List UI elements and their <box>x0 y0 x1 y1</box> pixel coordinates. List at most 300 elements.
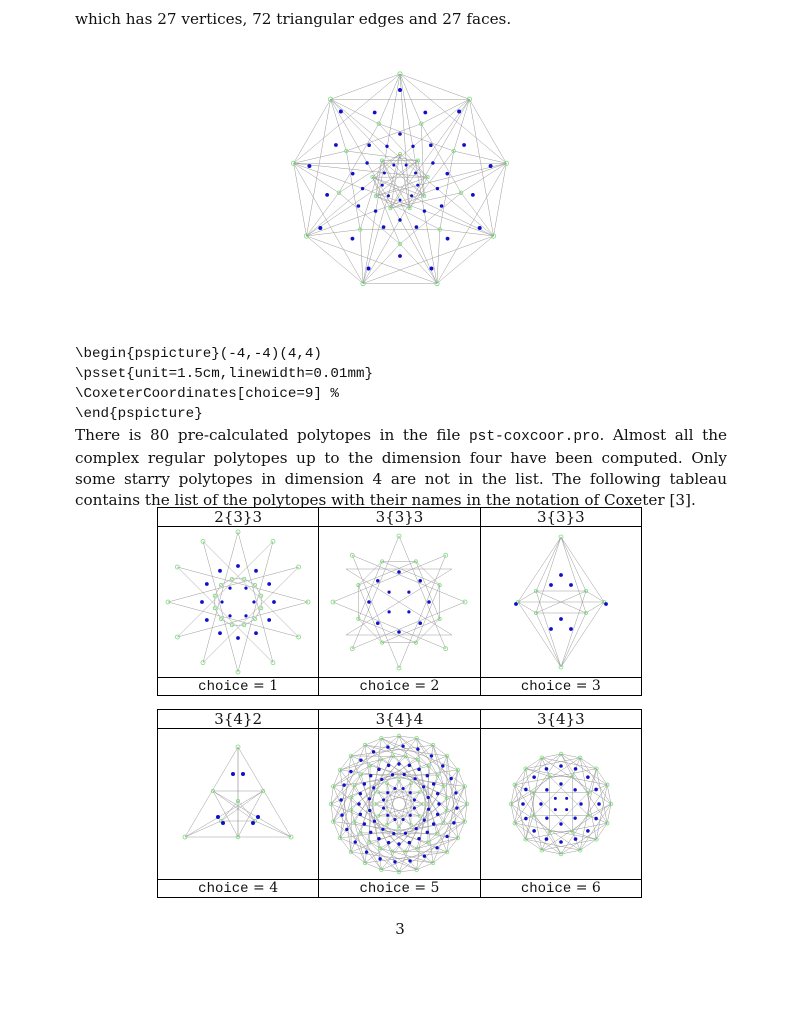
choice-word: choice <box>198 679 249 695</box>
edge <box>363 99 469 283</box>
edge <box>213 791 238 837</box>
edge <box>440 229 494 236</box>
face-dot <box>436 813 439 816</box>
edge <box>306 236 363 283</box>
face-dot <box>408 591 411 594</box>
face-dot <box>418 837 421 840</box>
face-dot <box>363 822 366 825</box>
face-dot <box>436 792 439 795</box>
edge <box>203 541 299 637</box>
face-dot <box>429 266 433 270</box>
face-dot <box>524 817 528 821</box>
face-dot <box>559 840 563 844</box>
face-dot <box>368 797 371 800</box>
face-dot <box>398 570 402 574</box>
face-dot <box>245 587 248 590</box>
edge <box>238 541 273 672</box>
edge <box>536 537 561 613</box>
choice-word: choice <box>359 881 410 897</box>
face-dot <box>545 816 548 819</box>
face-dot <box>446 237 450 241</box>
face-dot <box>218 631 222 635</box>
edge <box>421 124 461 193</box>
edge <box>306 99 469 236</box>
face-dot <box>398 88 402 92</box>
face-dot <box>236 564 240 568</box>
face-dot <box>373 786 376 789</box>
face-dot <box>398 842 401 845</box>
face-dot <box>205 582 209 586</box>
edge <box>341 738 417 838</box>
edge <box>586 602 604 613</box>
face-dot <box>423 111 427 115</box>
edge <box>185 821 221 837</box>
edge <box>379 124 454 151</box>
edge <box>589 804 611 815</box>
code-block <box>75 344 373 424</box>
edge <box>461 163 506 193</box>
choice-value: = 5 <box>414 880 440 896</box>
face-dot <box>574 837 578 841</box>
edge <box>294 151 347 163</box>
face-dot <box>372 750 375 753</box>
edge <box>331 99 494 236</box>
code-line: \end{pspicture} <box>75 406 203 422</box>
edge <box>561 537 604 602</box>
choice-value: = 1 <box>253 678 279 694</box>
edge <box>461 193 493 236</box>
face-dot <box>267 618 271 622</box>
edge <box>447 756 448 811</box>
edge <box>400 244 437 283</box>
face-dot <box>419 621 423 625</box>
face-dot <box>360 759 363 762</box>
face-dot <box>379 857 382 860</box>
face-dot <box>440 204 444 208</box>
face-dot <box>241 772 245 776</box>
edge <box>331 99 425 196</box>
face-dot <box>339 110 343 114</box>
edge <box>561 613 586 667</box>
face-dot <box>205 618 209 622</box>
edge <box>331 74 400 99</box>
face-dot <box>387 194 390 197</box>
edge <box>306 161 418 236</box>
main-polytope-figure <box>284 66 516 298</box>
face-dot <box>254 569 258 573</box>
face-dot <box>414 172 417 175</box>
face-dot <box>428 600 432 604</box>
edge <box>393 852 448 853</box>
polytope-table-2 <box>157 709 642 898</box>
face-dot <box>423 209 426 212</box>
face-dot <box>363 782 366 785</box>
face-dot <box>357 204 361 208</box>
face-dot <box>478 226 482 230</box>
table-header: 3{3}3 <box>319 508 480 527</box>
edge <box>561 537 586 591</box>
face-dot <box>346 828 349 831</box>
choice-label <box>319 678 480 696</box>
description-paragraph <box>75 425 727 511</box>
face-dot <box>429 143 433 147</box>
face-dot <box>387 791 390 794</box>
face-dot <box>426 774 429 777</box>
edge <box>178 567 309 602</box>
face-dot <box>374 209 377 212</box>
face-dot <box>544 767 548 771</box>
face-dot <box>229 587 232 590</box>
face-dot <box>532 829 536 833</box>
edge <box>549 832 560 854</box>
face-dot <box>573 816 576 819</box>
face-dot <box>489 164 493 168</box>
face-dot <box>236 636 240 640</box>
face-dot <box>450 777 453 780</box>
face-dot <box>539 802 542 805</box>
edge <box>346 151 360 229</box>
face-dot <box>521 802 525 806</box>
face-dot <box>394 860 397 863</box>
edge <box>334 786 434 862</box>
face-dot <box>216 815 220 819</box>
choice-label <box>480 678 641 696</box>
face-dot <box>457 110 461 114</box>
face-dot <box>373 820 376 823</box>
face-dot <box>549 627 553 631</box>
edge <box>168 602 299 637</box>
face-dot <box>378 768 381 771</box>
edge <box>306 193 338 236</box>
edge <box>400 74 437 283</box>
choice-value: = 2 <box>414 678 440 694</box>
face-dot <box>438 802 441 805</box>
face-dot <box>307 164 311 168</box>
face-dot <box>559 573 563 577</box>
face-dot <box>393 832 396 835</box>
face-dot <box>218 569 222 573</box>
face-dot <box>554 797 557 800</box>
edge <box>454 99 470 151</box>
face-dot <box>200 600 204 604</box>
face-dot <box>367 143 371 147</box>
face-dot <box>415 827 418 830</box>
face-dot <box>365 850 368 853</box>
choice-word: choice <box>520 679 572 695</box>
face-dot <box>471 193 475 197</box>
table-header: 3{4}4 <box>319 710 480 729</box>
face-dot <box>368 600 372 604</box>
edge <box>400 74 469 99</box>
face-dot <box>376 621 380 625</box>
face-dot <box>394 787 397 790</box>
edge <box>294 74 400 163</box>
face-dot <box>549 583 553 587</box>
code-line: \CoxeterCoordinates[choice=9] % <box>75 386 339 402</box>
edge <box>382 770 458 870</box>
face-dot <box>554 808 557 811</box>
face-dot <box>383 172 386 175</box>
face-dot <box>565 797 568 800</box>
polytope-figure-1 <box>163 527 313 677</box>
face-dot <box>404 832 407 835</box>
face-dot <box>343 783 346 786</box>
face-dot <box>409 791 412 794</box>
face-dot <box>413 807 416 810</box>
vertex <box>176 635 180 639</box>
edge <box>333 602 446 649</box>
edge <box>390 99 469 208</box>
polytope-figure-6 <box>486 729 636 879</box>
choice-word: choice <box>198 881 249 897</box>
face-dot <box>385 145 388 148</box>
face-dot <box>427 796 430 799</box>
face-dot <box>398 630 402 634</box>
intro-line: which has 27 vertices, 72 triangular edges and 27 faces. <box>75 10 512 28</box>
face-dot <box>361 187 364 190</box>
face-dot <box>373 111 377 115</box>
edge <box>353 555 466 602</box>
paragraph-text: . Almost all the complex regular polytopes up to the dimension four have been computed. Only some starry polytopes in dimension 4 are not in the list. The following tableau contains the list of the polytopes with their names in the notation of Coxeter [3]. <box>75 426 727 509</box>
page-number: 3 <box>395 920 405 938</box>
face-dot <box>411 145 414 148</box>
face-dot <box>351 237 355 241</box>
face-dot <box>392 164 395 167</box>
face-dot <box>432 822 435 825</box>
face-dot <box>256 815 260 819</box>
face-dot <box>594 788 598 792</box>
face-dot <box>436 846 439 849</box>
face-dot <box>414 777 417 780</box>
face-dot <box>455 791 458 794</box>
face-dot <box>417 747 420 750</box>
face-dot <box>382 828 385 831</box>
edge <box>561 537 586 613</box>
face-dot <box>370 774 373 777</box>
edge <box>341 770 417 870</box>
choice-label <box>158 678 319 696</box>
face-dot <box>594 817 598 821</box>
edge <box>353 602 466 649</box>
face-dot <box>597 802 601 806</box>
face-dot <box>231 772 235 776</box>
edge <box>437 236 494 283</box>
table-header: 3{4}2 <box>158 710 319 729</box>
face-dot <box>403 773 406 776</box>
edge <box>238 791 263 837</box>
choice-value: = 6 <box>575 880 601 896</box>
edge <box>379 74 400 124</box>
face-dot <box>325 193 329 197</box>
face-dot <box>514 602 518 606</box>
face-dot <box>569 583 573 587</box>
face-dot <box>398 218 401 221</box>
edge <box>511 793 533 804</box>
choice-value: = 4 <box>253 880 279 896</box>
face-dot <box>405 164 408 167</box>
edge <box>331 99 437 283</box>
face-dot <box>318 226 322 230</box>
face-dot <box>398 762 401 765</box>
choice-label <box>480 880 641 898</box>
face-dot <box>367 266 371 270</box>
face-dot <box>394 818 397 821</box>
edge <box>536 613 561 667</box>
polytope-table-1 <box>157 507 642 696</box>
face-dot <box>370 831 373 834</box>
vertex <box>444 647 448 651</box>
edge <box>586 591 604 602</box>
edge <box>185 791 263 837</box>
face-dot <box>245 614 248 617</box>
face-dot <box>559 782 562 785</box>
face-dot <box>416 184 419 187</box>
face-dot <box>408 764 411 767</box>
face-dot <box>431 161 434 164</box>
face-dot <box>574 767 578 771</box>
face-dot <box>398 132 402 136</box>
face-dot <box>350 770 353 773</box>
vertex <box>444 553 448 557</box>
face-dot <box>524 788 528 792</box>
edge <box>365 745 465 821</box>
filename: pst-coxcoor.pro <box>468 429 600 445</box>
choice-word: choice <box>520 881 572 897</box>
face-dot <box>391 773 394 776</box>
face-dot <box>387 745 390 748</box>
polytope-figure-4 <box>163 729 313 879</box>
face-dot <box>381 778 384 781</box>
edge <box>440 151 454 229</box>
face-dot <box>569 627 573 631</box>
vertex <box>176 565 180 569</box>
face-dot <box>351 172 355 176</box>
face-dot <box>383 798 386 801</box>
edge <box>365 786 465 862</box>
edge <box>333 555 446 602</box>
edge <box>363 236 493 283</box>
code-line: \psset{unit=1.5cm,linewidth=0.01mm} <box>75 366 373 382</box>
edge <box>339 124 379 193</box>
face-dot <box>359 813 362 816</box>
edge <box>178 541 274 637</box>
edge <box>399 555 446 668</box>
edge <box>382 161 437 284</box>
edge <box>255 821 291 837</box>
table-header: 3{4}3 <box>480 710 641 729</box>
edge <box>331 99 347 151</box>
face-dot <box>544 837 548 841</box>
face-dot <box>221 600 224 603</box>
face-dot <box>573 788 576 791</box>
edge <box>561 602 604 667</box>
face-dot <box>532 775 536 779</box>
face-dot <box>387 841 390 844</box>
code-line: \begin{pspicture}(-4,-4)(4,4) <box>75 346 322 362</box>
face-dot <box>399 199 402 202</box>
face-dot <box>358 802 361 805</box>
face-dot <box>376 579 380 583</box>
face-dot <box>398 254 402 258</box>
edge <box>400 74 506 163</box>
edge <box>518 602 536 613</box>
choice-label <box>158 880 319 898</box>
face-dot <box>436 187 439 190</box>
face-dot <box>427 808 430 811</box>
face-dot <box>253 600 256 603</box>
edge <box>518 537 561 602</box>
face-dot <box>388 591 391 594</box>
face-dot <box>453 821 456 824</box>
edge <box>238 532 273 663</box>
face-dot <box>251 821 255 825</box>
edge <box>454 151 507 163</box>
face-dot <box>341 813 344 816</box>
face-dot <box>423 819 426 822</box>
face-dot <box>272 600 276 604</box>
edge <box>178 567 274 663</box>
face-dot <box>426 831 429 834</box>
face-dot <box>402 744 405 747</box>
edge <box>346 124 421 151</box>
face-dot <box>462 143 466 147</box>
paragraph-text: There is 80 pre-calculated polytopes in the file <box>75 426 469 444</box>
table-header: 2{3}3 <box>158 508 319 527</box>
edge <box>334 745 434 821</box>
face-dot <box>408 610 411 613</box>
face-dot <box>559 822 562 825</box>
edge <box>536 537 561 591</box>
edge <box>363 74 400 283</box>
face-dot <box>413 798 416 801</box>
face-dot <box>229 614 232 617</box>
face-dot <box>378 837 381 840</box>
face-dot <box>334 143 338 147</box>
table-header: 3{3}3 <box>480 508 641 527</box>
face-dot <box>340 798 343 801</box>
edge <box>410 151 454 208</box>
face-dot <box>419 579 423 583</box>
face-dot <box>409 814 412 817</box>
edge <box>518 602 561 667</box>
edge <box>351 756 406 757</box>
edge <box>203 541 238 672</box>
face-dot <box>402 818 405 821</box>
face-dot <box>456 806 459 809</box>
face-dot <box>254 631 258 635</box>
edge <box>306 236 436 283</box>
face-dot <box>545 788 548 791</box>
face-dot <box>432 782 435 785</box>
face-dot <box>410 194 413 197</box>
face-dot <box>418 768 421 771</box>
face-dot <box>359 792 362 795</box>
edge <box>294 163 339 193</box>
edge <box>306 163 506 236</box>
choice-value: = 3 <box>575 678 601 694</box>
face-dot <box>267 582 271 586</box>
polytope-figure-2 <box>324 527 474 677</box>
edge <box>353 555 400 668</box>
edge <box>168 567 299 602</box>
face-dot <box>402 787 405 790</box>
face-dot <box>387 764 390 767</box>
face-dot <box>369 809 372 812</box>
edge <box>561 754 572 776</box>
face-dot <box>604 602 608 606</box>
polytope-figure-3 <box>486 527 636 677</box>
face-dot <box>423 854 426 857</box>
